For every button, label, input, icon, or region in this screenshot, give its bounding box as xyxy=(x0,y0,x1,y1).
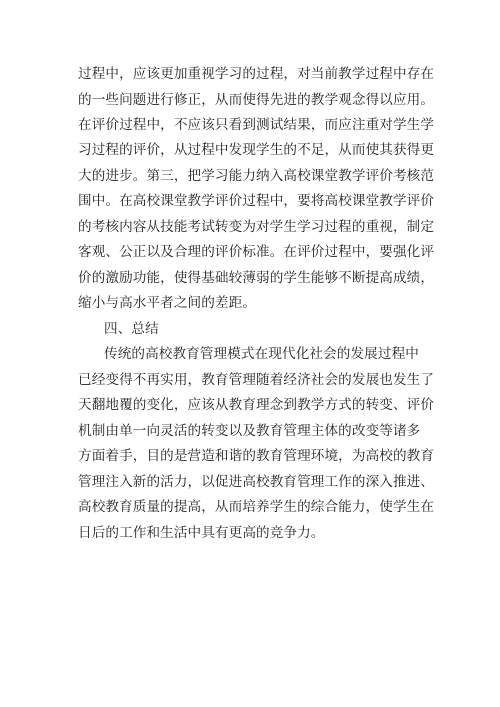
text-line: 在评价过程中，不应该只看到测试结果，而应注重对学生学 xyxy=(78,117,435,133)
text-line: 大的进步。第三，把学习能力纳入高校课堂教学评价考核范 xyxy=(78,168,435,184)
text-line: 的一些问题进行修正，从而使得先进的教学观念得以应用。 xyxy=(78,92,435,108)
text-line: 缩小与高水平者之间的差距。 xyxy=(78,295,257,311)
text-line: 高校教育质量的提高，从而培养学生的综合能力，使学生在 xyxy=(78,499,435,515)
text-line: 机制由单一向灵活的转变以及教育管理主体的改变等诸多 xyxy=(78,423,421,439)
text-line: 过程中，应该更加重视学习的过程，对当前教学过程中存在 xyxy=(78,66,435,82)
text-line: 价的激励功能，使得基础较薄弱的学生能够不断提高成绩， xyxy=(78,270,435,286)
section-heading: 四、总结 xyxy=(104,321,159,337)
text-line: 天翻地覆的变化，应该从教育理念到教学方式的转变、评价 xyxy=(78,397,435,413)
text-line: 已经变得不再实用，教育管理随着经济社会的发展也发生了 xyxy=(78,372,435,388)
text-line: 传统的高校教育管理模式在现代化社会的发展过程中 xyxy=(104,346,419,362)
text-line: 日后的工作和生活中具有更高的竞争力。 xyxy=(78,525,325,541)
text-line: 管理注入新的活力，以促进高校教育管理工作的深入推进、 xyxy=(78,474,435,490)
text-line: 的考核内容从技能考试转变为对学生学习过程的重视，制定 xyxy=(78,219,435,235)
text-line: 客观、公正以及合理的评价标准。在评价过程中，要强化评 xyxy=(78,244,435,260)
text-line: 方面着手，目的是营造和谐的教育管理环境，为高校的教育 xyxy=(78,448,435,464)
text-line: 习过程的评价，从过程中发现学生的不足，从而使其获得更 xyxy=(78,142,435,158)
text-line: 围中。在高校课堂教学评价过程中，要将高校课堂教学评价 xyxy=(78,193,435,209)
